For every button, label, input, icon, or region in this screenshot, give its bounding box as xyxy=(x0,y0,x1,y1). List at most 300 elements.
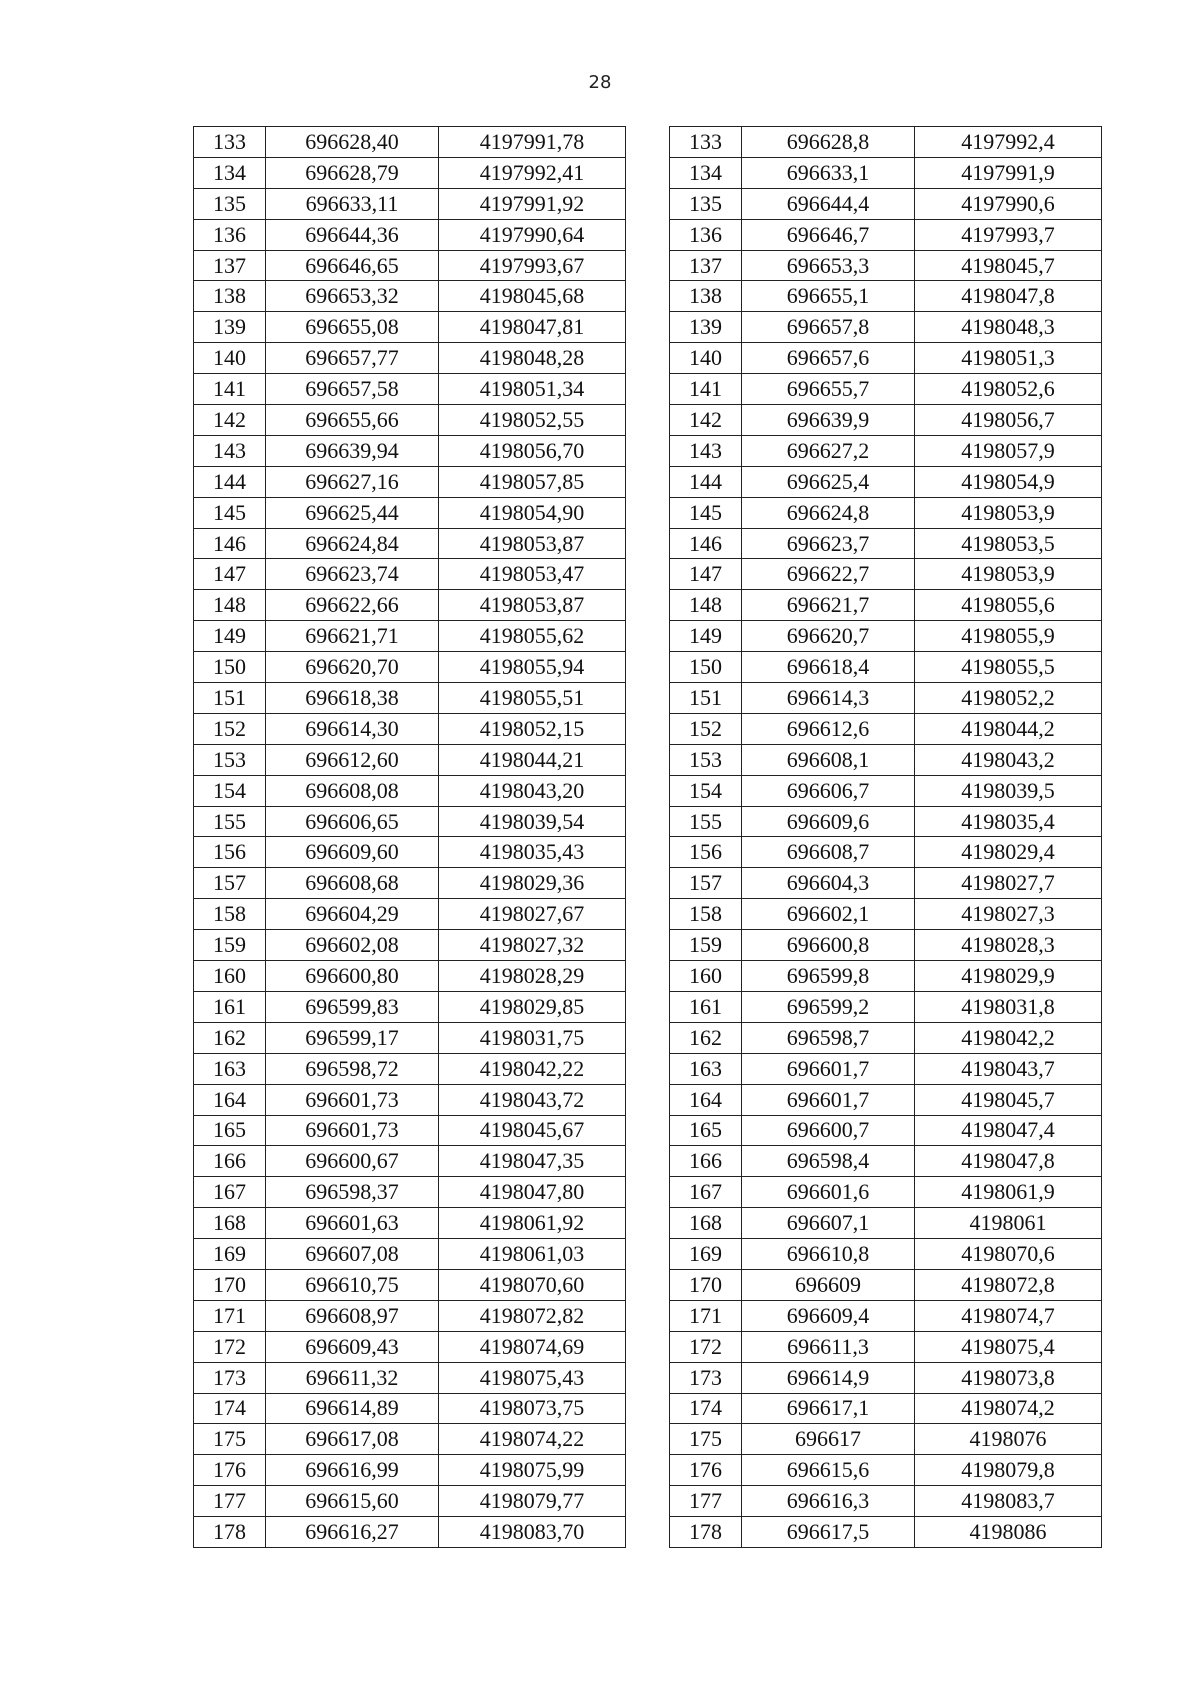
y-coordinate-cell: 4197990,6 xyxy=(915,188,1102,219)
y-coordinate-cell: 4198035,43 xyxy=(439,837,626,868)
point-number-cell: 155 xyxy=(670,806,742,837)
table-row xyxy=(670,405,1102,436)
x-coordinate-cell: 696608,68 xyxy=(266,868,439,899)
x-coordinate-cell: 696607,08 xyxy=(266,1239,439,1270)
x-coordinate-cell: 696606,65 xyxy=(266,806,439,837)
table-row xyxy=(194,1053,626,1084)
x-coordinate-cell: 696617,08 xyxy=(266,1424,439,1455)
y-coordinate-cell: 4198054,9 xyxy=(915,466,1102,497)
coordinates-table-right-body xyxy=(670,127,1102,1548)
y-coordinate-cell: 4198074,7 xyxy=(915,1300,1102,1331)
table-row xyxy=(670,868,1102,899)
y-coordinate-cell: 4198053,87 xyxy=(439,590,626,621)
y-coordinate-cell: 4197993,67 xyxy=(439,250,626,281)
x-coordinate-cell: 696624,8 xyxy=(742,497,915,528)
coordinates-table-right xyxy=(669,126,1102,1548)
table-row xyxy=(670,1146,1102,1177)
table-row xyxy=(194,590,626,621)
x-coordinate-cell: 696655,08 xyxy=(266,312,439,343)
point-number-cell: 162 xyxy=(194,1022,266,1053)
table-row xyxy=(670,683,1102,714)
table-row xyxy=(670,1424,1102,1455)
point-number-cell: 155 xyxy=(194,806,266,837)
point-number-cell: 156 xyxy=(194,837,266,868)
y-coordinate-cell: 4198053,87 xyxy=(439,528,626,559)
table-row xyxy=(194,991,626,1022)
x-coordinate-cell: 696602,1 xyxy=(742,899,915,930)
x-coordinate-cell: 696599,83 xyxy=(266,991,439,1022)
point-number-cell: 178 xyxy=(670,1517,742,1548)
x-coordinate-cell: 696657,6 xyxy=(742,343,915,374)
table-row xyxy=(670,1517,1102,1548)
point-number-cell: 165 xyxy=(194,1115,266,1146)
table-row xyxy=(194,466,626,497)
point-number-cell: 152 xyxy=(670,713,742,744)
y-coordinate-cell: 4198070,60 xyxy=(439,1269,626,1300)
x-coordinate-cell: 696657,77 xyxy=(266,343,439,374)
y-coordinate-cell: 4198051,34 xyxy=(439,374,626,405)
x-coordinate-cell: 696624,84 xyxy=(266,528,439,559)
table-row xyxy=(194,435,626,466)
table-row xyxy=(194,1424,626,1455)
y-coordinate-cell: 4198047,8 xyxy=(915,1146,1102,1177)
point-number-cell: 168 xyxy=(194,1208,266,1239)
table-row xyxy=(194,281,626,312)
y-coordinate-cell: 4198053,9 xyxy=(915,497,1102,528)
y-coordinate-cell: 4198057,85 xyxy=(439,466,626,497)
table-row xyxy=(670,1393,1102,1424)
x-coordinate-cell: 696599,8 xyxy=(742,961,915,992)
table-row xyxy=(670,312,1102,343)
point-number-cell: 151 xyxy=(670,683,742,714)
point-number-cell: 163 xyxy=(670,1053,742,1084)
point-number-cell: 171 xyxy=(194,1300,266,1331)
point-number-cell: 161 xyxy=(670,991,742,1022)
x-coordinate-cell: 696609,4 xyxy=(742,1300,915,1331)
point-number-cell: 134 xyxy=(670,157,742,188)
y-coordinate-cell: 4198048,3 xyxy=(915,312,1102,343)
table-row xyxy=(670,744,1102,775)
table-row xyxy=(670,806,1102,837)
table-row xyxy=(670,188,1102,219)
point-number-cell: 150 xyxy=(670,652,742,683)
point-number-cell: 140 xyxy=(194,343,266,374)
y-coordinate-cell: 4198079,77 xyxy=(439,1486,626,1517)
table-row xyxy=(670,775,1102,806)
point-number-cell: 158 xyxy=(194,899,266,930)
x-coordinate-cell: 696653,32 xyxy=(266,281,439,312)
point-number-cell: 168 xyxy=(670,1208,742,1239)
y-coordinate-cell: 4198043,2 xyxy=(915,744,1102,775)
table-row xyxy=(194,1331,626,1362)
point-number-cell: 174 xyxy=(670,1393,742,1424)
y-coordinate-cell: 4198075,99 xyxy=(439,1455,626,1486)
y-coordinate-cell: 4198055,6 xyxy=(915,590,1102,621)
table-row xyxy=(194,1177,626,1208)
y-coordinate-cell: 4198027,32 xyxy=(439,930,626,961)
x-coordinate-cell: 696609,6 xyxy=(742,806,915,837)
y-coordinate-cell: 4198027,3 xyxy=(915,899,1102,930)
table-row xyxy=(194,1393,626,1424)
y-coordinate-cell: 4198047,80 xyxy=(439,1177,626,1208)
point-number-cell: 173 xyxy=(670,1362,742,1393)
point-number-cell: 164 xyxy=(670,1084,742,1115)
y-coordinate-cell: 4198053,9 xyxy=(915,559,1102,590)
x-coordinate-cell: 696604,3 xyxy=(742,868,915,899)
x-coordinate-cell: 696617 xyxy=(742,1424,915,1455)
y-coordinate-cell: 4198052,15 xyxy=(439,713,626,744)
y-coordinate-cell: 4198074,69 xyxy=(439,1331,626,1362)
x-coordinate-cell: 696608,1 xyxy=(742,744,915,775)
x-coordinate-cell: 696639,94 xyxy=(266,435,439,466)
x-coordinate-cell: 696644,36 xyxy=(266,219,439,250)
x-coordinate-cell: 696646,65 xyxy=(266,250,439,281)
point-number-cell: 134 xyxy=(194,157,266,188)
table-row xyxy=(194,312,626,343)
y-coordinate-cell: 4198051,3 xyxy=(915,343,1102,374)
point-number-cell: 133 xyxy=(194,127,266,158)
table-row xyxy=(194,868,626,899)
x-coordinate-cell: 696598,37 xyxy=(266,1177,439,1208)
y-coordinate-cell: 4198028,3 xyxy=(915,930,1102,961)
table-row xyxy=(670,1239,1102,1270)
x-coordinate-cell: 696633,11 xyxy=(266,188,439,219)
point-number-cell: 154 xyxy=(194,775,266,806)
table-row xyxy=(670,1177,1102,1208)
point-number-cell: 153 xyxy=(670,744,742,775)
x-coordinate-cell: 696653,3 xyxy=(742,250,915,281)
x-coordinate-cell: 696606,7 xyxy=(742,775,915,806)
table-row xyxy=(194,405,626,436)
point-number-cell: 140 xyxy=(670,343,742,374)
y-coordinate-cell: 4198047,35 xyxy=(439,1146,626,1177)
table-row xyxy=(670,1331,1102,1362)
x-coordinate-cell: 696612,60 xyxy=(266,744,439,775)
point-number-cell: 150 xyxy=(194,652,266,683)
y-coordinate-cell: 4198047,81 xyxy=(439,312,626,343)
x-coordinate-cell: 696616,99 xyxy=(266,1455,439,1486)
y-coordinate-cell: 4197990,64 xyxy=(439,219,626,250)
x-coordinate-cell: 696601,73 xyxy=(266,1084,439,1115)
table-row xyxy=(194,713,626,744)
point-number-cell: 142 xyxy=(194,405,266,436)
table-row xyxy=(670,497,1102,528)
x-coordinate-cell: 696628,8 xyxy=(742,127,915,158)
table-row xyxy=(194,1362,626,1393)
y-coordinate-cell: 4198029,36 xyxy=(439,868,626,899)
x-coordinate-cell: 696617,1 xyxy=(742,1393,915,1424)
table-row xyxy=(670,528,1102,559)
x-coordinate-cell: 696618,38 xyxy=(266,683,439,714)
point-number-cell: 167 xyxy=(670,1177,742,1208)
point-number-cell: 174 xyxy=(194,1393,266,1424)
x-coordinate-cell: 696657,58 xyxy=(266,374,439,405)
point-number-cell: 143 xyxy=(670,435,742,466)
x-coordinate-cell: 696627,16 xyxy=(266,466,439,497)
table-row xyxy=(670,1300,1102,1331)
point-number-cell: 139 xyxy=(670,312,742,343)
y-coordinate-cell: 4198045,7 xyxy=(915,250,1102,281)
point-number-cell: 146 xyxy=(194,528,266,559)
x-coordinate-cell: 696607,1 xyxy=(742,1208,915,1239)
y-coordinate-cell: 4198073,75 xyxy=(439,1393,626,1424)
point-number-cell: 162 xyxy=(670,1022,742,1053)
point-number-cell: 135 xyxy=(194,188,266,219)
x-coordinate-cell: 696614,89 xyxy=(266,1393,439,1424)
table-row xyxy=(194,806,626,837)
y-coordinate-cell: 4198052,2 xyxy=(915,683,1102,714)
x-coordinate-cell: 696633,1 xyxy=(742,157,915,188)
y-coordinate-cell: 4198052,6 xyxy=(915,374,1102,405)
x-coordinate-cell: 696601,73 xyxy=(266,1115,439,1146)
point-number-cell: 175 xyxy=(194,1424,266,1455)
y-coordinate-cell: 4198075,43 xyxy=(439,1362,626,1393)
point-number-cell: 167 xyxy=(194,1177,266,1208)
table-row xyxy=(670,961,1102,992)
table-row xyxy=(670,899,1102,930)
table-row xyxy=(194,683,626,714)
table-row xyxy=(194,1517,626,1548)
x-coordinate-cell: 696621,71 xyxy=(266,621,439,652)
table-row xyxy=(194,157,626,188)
point-number-cell: 137 xyxy=(194,250,266,281)
x-coordinate-cell: 696616,3 xyxy=(742,1486,915,1517)
point-number-cell: 164 xyxy=(194,1084,266,1115)
x-coordinate-cell: 696599,17 xyxy=(266,1022,439,1053)
x-coordinate-cell: 696601,6 xyxy=(742,1177,915,1208)
table-row xyxy=(194,1208,626,1239)
table-row xyxy=(194,559,626,590)
table-row xyxy=(194,1300,626,1331)
table-row xyxy=(194,775,626,806)
point-number-cell: 145 xyxy=(194,497,266,528)
point-number-cell: 137 xyxy=(670,250,742,281)
x-coordinate-cell: 696625,44 xyxy=(266,497,439,528)
point-number-cell: 154 xyxy=(670,775,742,806)
x-coordinate-cell: 696608,97 xyxy=(266,1300,439,1331)
point-number-cell: 176 xyxy=(670,1455,742,1486)
table-row xyxy=(194,652,626,683)
point-number-cell: 159 xyxy=(194,930,266,961)
table-row xyxy=(670,621,1102,652)
x-coordinate-cell: 696623,7 xyxy=(742,528,915,559)
table-row xyxy=(670,713,1102,744)
point-number-cell: 136 xyxy=(194,219,266,250)
y-coordinate-cell: 4198053,47 xyxy=(439,559,626,590)
point-number-cell: 149 xyxy=(194,621,266,652)
point-number-cell: 169 xyxy=(670,1239,742,1270)
point-number-cell: 172 xyxy=(194,1331,266,1362)
point-number-cell: 144 xyxy=(194,466,266,497)
point-number-cell: 177 xyxy=(194,1486,266,1517)
y-coordinate-cell: 4198054,90 xyxy=(439,497,626,528)
coordinates-table-left xyxy=(193,126,626,1548)
point-number-cell: 148 xyxy=(670,590,742,621)
y-coordinate-cell: 4198073,8 xyxy=(915,1362,1102,1393)
y-coordinate-cell: 4198074,22 xyxy=(439,1424,626,1455)
x-coordinate-cell: 696611,32 xyxy=(266,1362,439,1393)
point-number-cell: 149 xyxy=(670,621,742,652)
y-coordinate-cell: 4198061,03 xyxy=(439,1239,626,1270)
point-number-cell: 139 xyxy=(194,312,266,343)
table-row xyxy=(670,1486,1102,1517)
table-row xyxy=(670,435,1102,466)
table-row xyxy=(670,343,1102,374)
point-number-cell: 172 xyxy=(670,1331,742,1362)
y-coordinate-cell: 4197992,4 xyxy=(915,127,1102,158)
y-coordinate-cell: 4197992,41 xyxy=(439,157,626,188)
y-coordinate-cell: 4198056,70 xyxy=(439,435,626,466)
x-coordinate-cell: 696601,7 xyxy=(742,1084,915,1115)
y-coordinate-cell: 4198055,62 xyxy=(439,621,626,652)
point-number-cell: 170 xyxy=(670,1269,742,1300)
x-coordinate-cell: 696609,43 xyxy=(266,1331,439,1362)
y-coordinate-cell: 4198028,29 xyxy=(439,961,626,992)
y-coordinate-cell: 4198045,67 xyxy=(439,1115,626,1146)
table-row xyxy=(670,652,1102,683)
y-coordinate-cell: 4198055,5 xyxy=(915,652,1102,683)
y-coordinate-cell: 4198079,8 xyxy=(915,1455,1102,1486)
x-coordinate-cell: 696615,60 xyxy=(266,1486,439,1517)
table-row xyxy=(670,1455,1102,1486)
table-row xyxy=(670,127,1102,158)
table-row xyxy=(194,930,626,961)
table-row xyxy=(670,590,1102,621)
y-coordinate-cell: 4198061,92 xyxy=(439,1208,626,1239)
x-coordinate-cell: 696646,7 xyxy=(742,219,915,250)
x-coordinate-cell: 696657,8 xyxy=(742,312,915,343)
x-coordinate-cell: 696625,4 xyxy=(742,466,915,497)
table-row xyxy=(194,1269,626,1300)
x-coordinate-cell: 696639,9 xyxy=(742,405,915,436)
table-row xyxy=(670,1022,1102,1053)
x-coordinate-cell: 696612,6 xyxy=(742,713,915,744)
x-coordinate-cell: 696601,63 xyxy=(266,1208,439,1239)
x-coordinate-cell: 696655,7 xyxy=(742,374,915,405)
point-number-cell: 175 xyxy=(670,1424,742,1455)
point-number-cell: 138 xyxy=(670,281,742,312)
y-coordinate-cell: 4198072,82 xyxy=(439,1300,626,1331)
table-row xyxy=(670,466,1102,497)
x-coordinate-cell: 696616,27 xyxy=(266,1517,439,1548)
point-number-cell: 145 xyxy=(670,497,742,528)
y-coordinate-cell: 4198053,5 xyxy=(915,528,1102,559)
table-row xyxy=(670,837,1102,868)
x-coordinate-cell: 696610,8 xyxy=(742,1239,915,1270)
x-coordinate-cell: 696608,7 xyxy=(742,837,915,868)
y-coordinate-cell: 4198072,8 xyxy=(915,1269,1102,1300)
table-row xyxy=(194,219,626,250)
x-coordinate-cell: 696655,66 xyxy=(266,405,439,436)
y-coordinate-cell: 4198086 xyxy=(915,1517,1102,1548)
y-coordinate-cell: 4198057,9 xyxy=(915,435,1102,466)
table-row xyxy=(194,744,626,775)
point-number-cell: 170 xyxy=(194,1269,266,1300)
y-coordinate-cell: 4198045,7 xyxy=(915,1084,1102,1115)
table-row xyxy=(194,497,626,528)
y-coordinate-cell: 4198043,20 xyxy=(439,775,626,806)
point-number-cell: 160 xyxy=(194,961,266,992)
point-number-cell: 166 xyxy=(670,1146,742,1177)
y-coordinate-cell: 4198027,7 xyxy=(915,868,1102,899)
point-number-cell: 143 xyxy=(194,435,266,466)
point-number-cell: 166 xyxy=(194,1146,266,1177)
x-coordinate-cell: 696600,67 xyxy=(266,1146,439,1177)
y-coordinate-cell: 4198052,55 xyxy=(439,405,626,436)
x-coordinate-cell: 696598,7 xyxy=(742,1022,915,1053)
table-row xyxy=(194,1455,626,1486)
x-coordinate-cell: 696604,29 xyxy=(266,899,439,930)
point-number-cell: 171 xyxy=(670,1300,742,1331)
x-coordinate-cell: 696622,7 xyxy=(742,559,915,590)
table-row xyxy=(194,343,626,374)
point-number-cell: 135 xyxy=(670,188,742,219)
coordinates-table-left-body xyxy=(194,127,626,1548)
y-coordinate-cell: 4198044,21 xyxy=(439,744,626,775)
point-number-cell: 153 xyxy=(194,744,266,775)
table-row xyxy=(670,1208,1102,1239)
point-number-cell: 157 xyxy=(194,868,266,899)
table-row xyxy=(670,219,1102,250)
table-row xyxy=(670,1269,1102,1300)
y-coordinate-cell: 4198029,85 xyxy=(439,991,626,1022)
table-row xyxy=(194,837,626,868)
y-coordinate-cell: 4198045,68 xyxy=(439,281,626,312)
x-coordinate-cell: 696614,30 xyxy=(266,713,439,744)
x-coordinate-cell: 696621,7 xyxy=(742,590,915,621)
y-coordinate-cell: 4198042,22 xyxy=(439,1053,626,1084)
y-coordinate-cell: 4198055,51 xyxy=(439,683,626,714)
x-coordinate-cell: 696600,8 xyxy=(742,930,915,961)
table-row xyxy=(670,930,1102,961)
y-coordinate-cell: 4198035,4 xyxy=(915,806,1102,837)
y-coordinate-cell: 4198070,6 xyxy=(915,1239,1102,1270)
x-coordinate-cell: 696628,40 xyxy=(266,127,439,158)
point-number-cell: 161 xyxy=(194,991,266,1022)
y-coordinate-cell: 4197991,92 xyxy=(439,188,626,219)
x-coordinate-cell: 696614,9 xyxy=(742,1362,915,1393)
x-coordinate-cell: 696599,2 xyxy=(742,991,915,1022)
y-coordinate-cell: 4198075,4 xyxy=(915,1331,1102,1362)
x-coordinate-cell: 696620,7 xyxy=(742,621,915,652)
point-number-cell: 152 xyxy=(194,713,266,744)
y-coordinate-cell: 4198029,4 xyxy=(915,837,1102,868)
y-coordinate-cell: 4198048,28 xyxy=(439,343,626,374)
y-coordinate-cell: 4198061 xyxy=(915,1208,1102,1239)
table-row xyxy=(194,1486,626,1517)
point-number-cell: 158 xyxy=(670,899,742,930)
table-row xyxy=(194,188,626,219)
x-coordinate-cell: 696600,80 xyxy=(266,961,439,992)
point-number-cell: 176 xyxy=(194,1455,266,1486)
x-coordinate-cell: 696601,7 xyxy=(742,1053,915,1084)
point-number-cell: 142 xyxy=(670,405,742,436)
x-coordinate-cell: 696618,4 xyxy=(742,652,915,683)
y-coordinate-cell: 4197993,7 xyxy=(915,219,1102,250)
y-coordinate-cell: 4198055,94 xyxy=(439,652,626,683)
table-row xyxy=(194,961,626,992)
y-coordinate-cell: 4198076 xyxy=(915,1424,1102,1455)
point-number-cell: 160 xyxy=(670,961,742,992)
y-coordinate-cell: 4198074,2 xyxy=(915,1393,1102,1424)
x-coordinate-cell: 696610,75 xyxy=(266,1269,439,1300)
x-coordinate-cell: 696628,79 xyxy=(266,157,439,188)
point-number-cell: 173 xyxy=(194,1362,266,1393)
x-coordinate-cell: 696602,08 xyxy=(266,930,439,961)
y-coordinate-cell: 4198044,2 xyxy=(915,713,1102,744)
point-number-cell: 157 xyxy=(670,868,742,899)
point-number-cell: 177 xyxy=(670,1486,742,1517)
